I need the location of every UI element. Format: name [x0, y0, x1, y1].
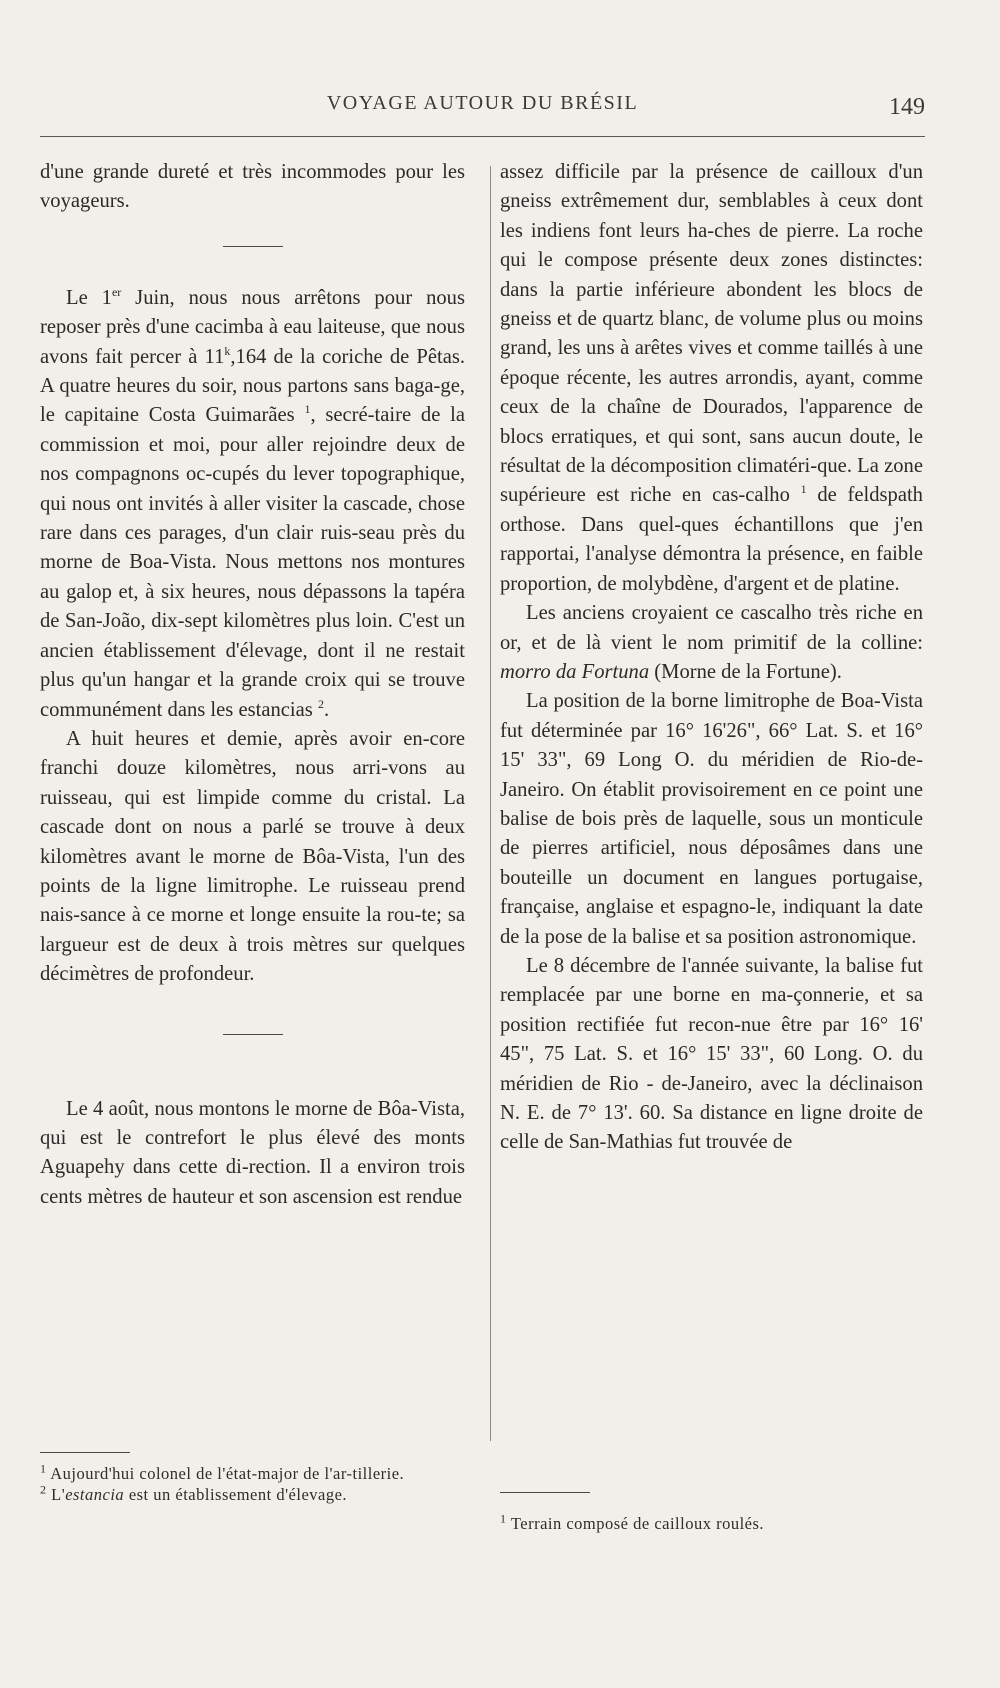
footnote-rule	[40, 1452, 130, 1453]
footnote	[500, 1513, 920, 1534]
running-title: VOYAGE AUTOUR DU BRÉSIL	[326, 92, 639, 114]
text-run: assez difficile par la présence de cailloux d'un gneiss extrêmement dur, semblables à ceux dont les indiens font leurs ha-ches de pierre. La roche qui le compose présente deux zones distinctes: dans la partie inférieure abondent les blocs de gneiss et de quartz blanc, de volume plus ou moins grand, les uns à arêtes vives et comme taillés à une époque récente, les autres arrondis, ayant, comme ceux de la chaîne de Dourados, l'apparence de blocs erratiques, et qui sont, sans aucun doute, le résultat de la décomposition climatéri-que. La zone supérieure est riche en cas-calho	[500, 161, 923, 507]
paragraph	[40, 284, 465, 725]
footnote-mark: 2	[40, 1482, 47, 1497]
paragraph: La position de la borne limitrophe de Boa-Vista fut déterminée par 16° 16'26", 66° Lat. S. et 16° 15' 33", 69 Long O. du méridien de Rio-de-Janeiro. On établit provisoirement en ce point une balise de bois près de laquelle, sous un monticule de pierres artificiel, nous déposâmes dans une bouteille un document en langues portugaise, française, anglaise et espagno-le, indiquant la date de la pose de la balise et sa position astronomique.	[500, 690, 923, 948]
footnotes-right	[500, 1492, 920, 1534]
footnote-mark: 1	[40, 1461, 47, 1476]
paragraph: Le 8 décembre de l'année suivante, la balise fut remplacée par une borne en ma-çonnerie, et sa position rectifiée fut recon-nue être par 16° 16' 45", 75 Lat. S. et 16° 15' 33", 60 Long. O. du méridien de Rio - de-Janeiro, avec la déclinaison N. E. de 7° 13'. 60. Sa distance en ligne droite de celle de San-Mathias fut trouvée de	[500, 954, 923, 1154]
text-run: Les anciens croyaient ce cascalho très riche en or, et de là vient le nom primitif de la colline:	[500, 602, 923, 654]
text-run: .	[323, 698, 330, 721]
paragraph	[500, 599, 923, 687]
paragraph: A huit heures et demie, après avoir en-core franchi douze kilomètres, nous arri-vons au ruisseau, qui est limpide comme du cristal. La cascade dont on nous a parlé se trouve à deux kilomètres avant le morne de Bôa-Vista, l'un des points de la ligne limitrophe. Le ruisseau prend nais-sance à ce morne et longe ensuite la rou-te; sa largueur est de deux à trois mètres sur quelques décimètres de profondeur.	[40, 727, 465, 986]
footnote-text: Aujourd'hui colonel de l'état-major de l'ar-tillerie.	[46, 1464, 405, 1483]
footnote	[40, 1484, 470, 1505]
footnote	[40, 1463, 470, 1484]
footnote-text: L'	[46, 1485, 66, 1504]
superscript: er	[111, 284, 122, 299]
paragraph	[500, 158, 923, 599]
left-column	[40, 158, 465, 1212]
footnote-ref: 1	[800, 482, 807, 497]
italic-term: morro da Fortuna	[500, 660, 650, 683]
footnote-rule	[500, 1492, 590, 1493]
footnote-mark: 1	[500, 1511, 507, 1526]
text-run: ,164 de la coriche de Pêtas. A quatre heures du soir, nous partons sans baga-ge, le capitaine Costa Guimarães	[40, 345, 465, 427]
footnotes-left	[40, 1452, 470, 1505]
footnote-text: est un établissement d'élevage.	[124, 1485, 348, 1504]
header-rule	[40, 136, 925, 137]
text-run: (Morne de la Fortune).	[649, 660, 842, 683]
text-run: Le 1	[66, 286, 112, 309]
paragraph: d'une grande dureté et très incommodes pour les voyageurs.	[40, 161, 465, 213]
footnote-text: Terrain composé de cailloux roulés.	[506, 1514, 765, 1533]
column-divider	[490, 166, 491, 1441]
superscript: k	[224, 343, 231, 358]
text-run: , secré-taire de la commission et moi, pour aller rejoindre deux de nos compagnons oc-cupés du lever topographique, qui nous ont invités à aller visiter la cascade, chose rare dans ces parages, d'un clair ruis-seau près du morne de Boa-Vista. Nous mettons nos montures au galop et, à six heures, nous dépassons la tapéra de San-João, dix-sept kilomètres plus loin. C'est un ancien établissement d'élevage, dont il ne restait plus qu'un hangar et la grande croix qui se trouve communément dans les estancias	[40, 404, 465, 721]
right-column	[500, 158, 923, 1158]
section-separator	[223, 1034, 283, 1035]
page-header	[40, 92, 925, 132]
page-number: 149	[889, 94, 925, 120]
section-separator	[223, 246, 283, 247]
footnote-ref: 2	[317, 696, 324, 711]
footnote-ref: 1	[304, 402, 311, 417]
paragraph: Le 4 août, nous montons le morne de Bôa-Vista, qui est le contrefort le plus élevé des monts Aguapehy dans cette di-rection. Il a environ trois cents mètres de hauteur et son ascension est rendue	[40, 1097, 465, 1208]
text-run: de feldspath orthose. Dans quel-ques échantillons que j'en rapportai, l'analyse démontra la présence, en faible proportion, de molybdène, d'argent et de platine.	[500, 484, 923, 595]
text-run: Juin, nous nous arrêtons pour nous reposer près d'une cacimba à eau laiteuse, que nous avons fait percer à 11	[40, 286, 465, 368]
italic-term: estancia	[65, 1485, 125, 1504]
